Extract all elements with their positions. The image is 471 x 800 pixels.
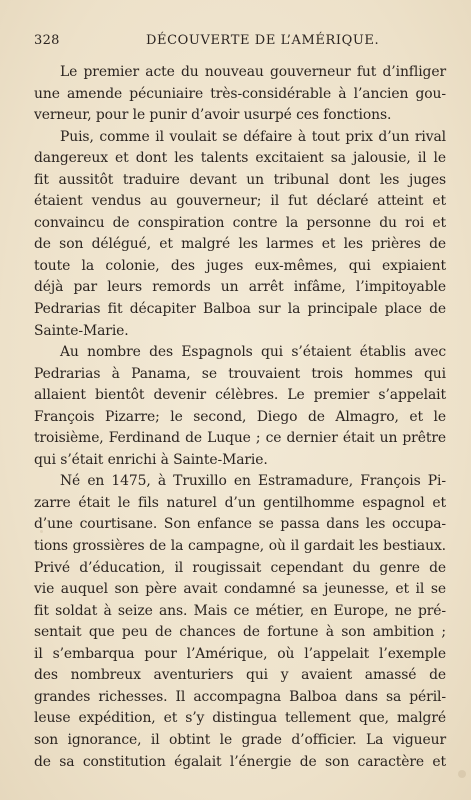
text-line: Privé d’éducation, il rougissait cependant du genre de <box>34 559 446 576</box>
text-line: d’une courtisane. Son enfance se passa dans les occupa- <box>34 516 446 533</box>
text-line: Le premier acte du nouveau gouverneur fut d’infliger <box>60 64 446 80</box>
paper-foxing-spot <box>458 770 466 778</box>
text-line: toute la colonie, des juges eux-mêmes, qui expiaient <box>34 257 446 274</box>
text-line: des nombreux aventuriers qui y avaient amassé de <box>34 667 446 684</box>
text-line: son ignorance, il obtint le grade d’officier. La vigueur <box>34 731 446 748</box>
text-line: zarre était le fils naturel d’un gentilhomme espagnol et <box>34 494 446 511</box>
text-line: sentait que peu de chances de fortune à son ambition ; <box>34 624 446 641</box>
text-line: fit aussitôt traduire devant un tribunal dont les juges <box>34 171 446 188</box>
text-line: déjà par leurs remords un arrêt infâme, l’impitoyable <box>34 279 446 296</box>
text-line: tions grossières de la campagne, où il gardait les bestiaux. <box>34 538 446 555</box>
text-line: troisième, Ferdinand de Luque ; ce dernier était un prêtre <box>34 430 446 447</box>
text-line: convaincu de conspiration contre la personne du roi et <box>34 214 446 231</box>
text-line: de sa constitution égalait l’énergie de son caractère et <box>34 753 446 770</box>
running-header <box>34 33 444 51</box>
text-line: il s’embarqua pour l’Amérique, où l’appelait l’exemple <box>34 645 446 662</box>
text-line: vie auquel son père avait condamné sa jeunesse, et il se <box>34 581 446 598</box>
text-line: verneur, pour le punir d’avoir usurpé ces fonctions. <box>34 107 392 124</box>
text-line: Au nombre des Espagnols qui s’étaient établis avec <box>60 344 446 361</box>
running-title: DÉCOUVERTE DE L’AMÉRIQUE. <box>146 33 380 48</box>
text-line: de son délégué, et malgré les larmes et les prières de <box>34 236 446 253</box>
text-line: une amende pécuniaire très-considérable à l’ancien gou- <box>34 85 446 102</box>
paragraph <box>34 127 446 342</box>
text-line: allaient bientôt devenir célèbres. Le premier s’appelait <box>34 387 446 404</box>
text-line: Sainte-Marie. <box>34 322 129 339</box>
text-line: Né en 1475, à Truxillo en Estramadure, François Pi- <box>60 473 446 490</box>
text-line: Puis, comme il voulait se défaire à tout prix d’un rival <box>60 128 446 145</box>
text-line: grandes richesses. Il accompagna Balboa dans sa péril- <box>34 688 446 705</box>
text-line: dangereux et dont les talents excitaient sa jalousie, il le <box>34 150 446 167</box>
text-line: fit soldat à seize ans. Mais ce métier, en Europe, ne pré- <box>34 602 446 619</box>
paragraph <box>34 342 446 471</box>
text-line: leuse expédition, et s’y distingua tellement que, malgré <box>34 710 446 727</box>
paragraph <box>34 62 446 127</box>
body-text <box>34 62 446 773</box>
text-line: qui s’était enrichi à Sainte-Marie. <box>34 451 268 468</box>
paragraph <box>34 471 446 773</box>
text-line: étaient vendus au gouverneur; il fut déclaré atteint et <box>34 193 446 210</box>
text-line: François Pizarre; le second, Diego de Almagro, et le <box>34 408 446 425</box>
text-line: Pedrarias fit décapiter Balboa sur la principale place de <box>34 301 446 318</box>
text-line: Pedrarias à Panama, se trouvaient trois hommes qui <box>34 365 446 382</box>
page-number: 328 <box>34 33 60 48</box>
